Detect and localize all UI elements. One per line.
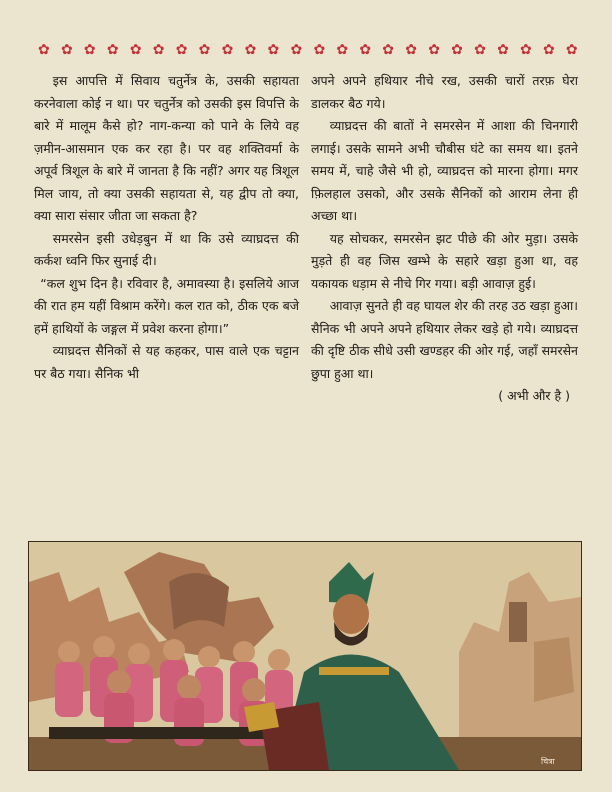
flower-ornament-icon: ✿ [290, 42, 303, 58]
flower-ornament-icon: ✿ [405, 42, 417, 58]
paragraph: अपने अपने हथियार नीचे रख, उसकी चारों तरफ़ घेरा डालकर बैठ गये। [311, 73, 578, 111]
flower-ornament-icon: ✿ [60, 42, 73, 58]
flower-ornament-icon: ✿ [244, 42, 257, 58]
flower-ornament-icon: ✿ [129, 42, 142, 58]
flower-ornament-icon: ✿ [152, 42, 165, 58]
flower-ornament-icon: ✿ [336, 42, 349, 58]
paragraph: व्याघ्रदत्त सैनिकों से यह कहकर, पास वाले एक चट्टान पर बैठ गया। सैनिक भी [34, 343, 299, 381]
flower-ornament-icon: ✿ [38, 42, 50, 58]
flower-ornament-icon: ✿ [565, 42, 578, 58]
flower-ornament-icon: ✿ [198, 42, 211, 58]
flower-ornament-icon: ✿ [474, 42, 486, 58]
flower-ornament-icon: ✿ [428, 42, 440, 58]
artist-signature: चित्रा [541, 757, 555, 766]
continued-note: ( अभी और है ) [498, 388, 570, 403]
paragraph: यह सोचकर, समरसेन झट पीछे की ओर मुड़ा। उसके मुड़ते ही वह जिस खम्भे के सहारे खड़ा हुआ था, वह यकायक धड़ाम से नीचे गिर गया। बड़ी आवाज़ हुई। [311, 230, 578, 291]
flower-ornament-icon: ✿ [221, 42, 234, 58]
story-illustration [28, 541, 582, 771]
decorative-border [38, 40, 578, 60]
commander-face [333, 594, 369, 634]
paragraph: व्याघ्रदत्त की बातों ने समरसेन में आशा की चिनगारी लगाई। उसके सामने अभी चौबीस घंटे का समय था। इतने समय में, चाहे जैसे भी हो, व्याघ्रदत्त को मारना होगा। मगर फ़िलहाल उसको, और उसके सैनिकों को आराम लेना ही अच्छा था। [311, 118, 578, 223]
left-text-column [34, 70, 299, 385]
quoted-speech: “कल शुभ दिन है। रविवार है, अमावस्या है। इसलिये आज की रात हम यहीं विश्राम करेंगे। कल रात को, ठीक एक बजे हमें हाथियों के जङ्गल में प्रवेश करना होगा।” [34, 275, 299, 336]
flower-ornament-icon: ✿ [267, 42, 280, 58]
flower-ornament-icon: ✿ [520, 42, 532, 58]
commander-collar [319, 667, 389, 675]
flower-ornament-icon: ✿ [382, 42, 395, 58]
wall-window [509, 602, 527, 642]
flower-ornament-icon: ✿ [451, 42, 463, 58]
wall-stones [534, 637, 574, 702]
paragraph: आवाज़ सुनते ही वह घायल शेर की तरह उठ खड़ा हुआ। सैनिक भी अपने अपने हथियार लेकर खड़े हो गये। व्याघ्रदत्त की दृष्टि ठीक सीधे उसी खण्डहर की ओर गई, जहाँ समरसेन छुपा हुआ था। [311, 298, 578, 381]
paragraph: इस आपत्ति में सिवाय चतुर्नेत्र के, उसकी सहायता करनेवाला कोई न था। पर चतुर्नेत्र को उसकी इस विपत्ति के बारे में मालूम कैसे हो? नाग-कन्या को पाने के लिये वह ज़मीन-आसमान एक कर रहा है। पर वह शक्तिवर्मा के अपूर्व त्रिशूल के बारे में जानता है कि नहीं? अगर यह त्रिशूल मिल जाय, तो क्या उसकी सहायता से, यह द्वीप तो क्या, क्या सारा संसार जीता जा सकता है? [34, 73, 299, 223]
flower-ornament-icon: ✿ [106, 42, 119, 58]
right-text-column [311, 70, 578, 408]
flower-ornament-icon: ✿ [497, 42, 509, 58]
illustration-drawing [29, 542, 581, 770]
commander-cuff [244, 702, 279, 732]
flower-ornament-icon: ✿ [175, 42, 188, 58]
flower-ornament-icon: ✿ [542, 42, 555, 58]
flower-ornament-icon: ✿ [83, 42, 96, 58]
paragraph: समरसेन इसी उधेड़बुन में था कि उसे व्याघ्रदत्त की कर्कश ध्वनि फिर सुनाई दी। [34, 230, 299, 268]
flower-ornament-icon: ✿ [313, 42, 326, 58]
flower-ornament-icon: ✿ [359, 42, 372, 58]
